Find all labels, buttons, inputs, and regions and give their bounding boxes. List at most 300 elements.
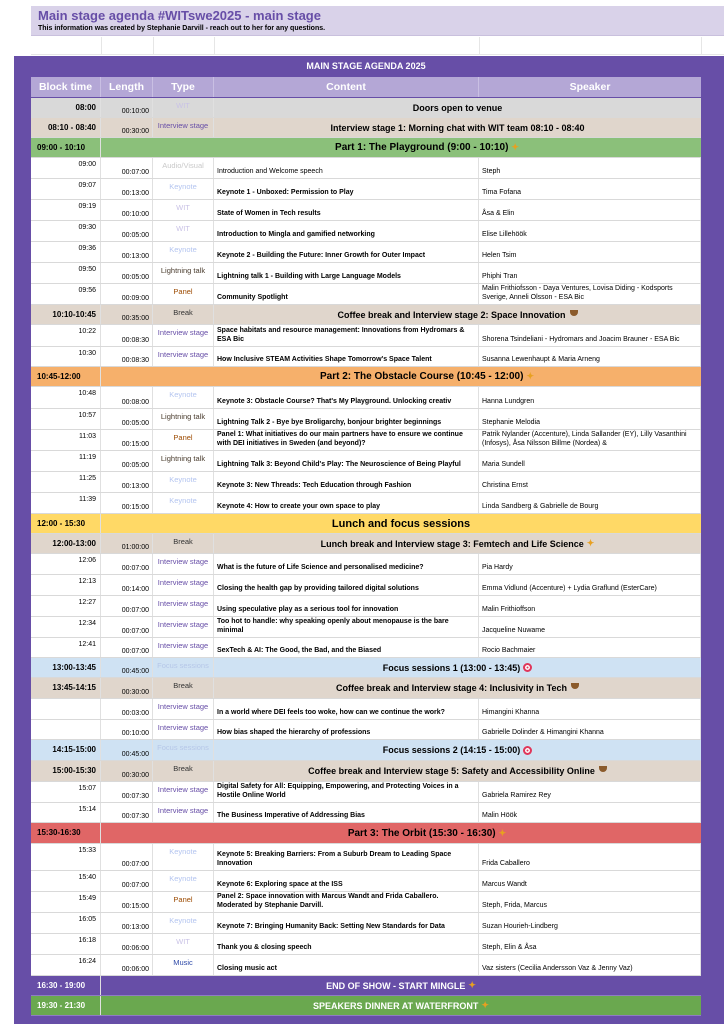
session-row (31, 534, 701, 554)
row-type: Interview stage (153, 782, 214, 802)
part-row (31, 367, 701, 387)
row-content-text: What is the future of Life Science and personalised medicine? (217, 563, 424, 571)
row-time: 09:30 (31, 221, 101, 241)
row-time: 12:06 (31, 554, 101, 574)
row-speaker-text: Steph, Elin & Åsa (482, 943, 537, 951)
row-speaker-text: Rocio Bachmaier (482, 646, 536, 654)
row-content (214, 617, 479, 637)
row-content (214, 554, 479, 574)
row-speaker (479, 387, 701, 408)
row-length: 00:15:00 (101, 493, 153, 513)
row-time: 16:18 (31, 934, 101, 954)
session-title-text: Focus sessions 2 (14:15 - 15:00) (382, 745, 521, 755)
part-title (153, 367, 701, 386)
row-content-text: Introduction to Mingla and gamified networking (217, 230, 375, 238)
page-subtitle: This information was created by Stephanie Darvill - reach out to her for any questions. (38, 25, 326, 32)
row-speaker (479, 892, 701, 912)
sparkle-icon: ✦ (481, 1000, 489, 1010)
coffee-icon (599, 766, 607, 772)
row-time: 11:19 (31, 451, 101, 471)
row-content (214, 347, 479, 366)
row-content (214, 596, 479, 616)
row-speaker-text: Frida Caballero (482, 859, 530, 867)
row-length: 00:45:00 (101, 658, 153, 677)
row-length: 00:30:00 (101, 678, 153, 698)
agenda-row (31, 913, 701, 934)
row-length: 00:10:00 (101, 720, 153, 739)
row-content-text: The Business Imperative of Addressing Bias (217, 811, 365, 819)
row-content-text: State of Women in Tech results (217, 209, 321, 217)
row-length: 00:07:00 (101, 617, 153, 637)
row-type: Interview stage (153, 699, 214, 719)
row-type: Interview stage (153, 803, 214, 822)
row-type: Lightning talk (153, 409, 214, 429)
lunch-row (31, 514, 701, 534)
column-header-block-time: Block time (31, 77, 101, 97)
row-type: Interview stage (153, 554, 214, 574)
row-speaker (479, 472, 701, 492)
part-title-text: Part 2: The Obstacle Course (10:45 - 12:00) (320, 371, 524, 382)
row-type: Interview stage (153, 325, 214, 346)
row-content-text: How Inclusive STEAM Activities Shape Tomorrow's Space Talent (217, 355, 432, 363)
row-length: 00:07:00 (101, 158, 153, 178)
row-speaker (479, 934, 701, 954)
row-time: 09:36 (31, 242, 101, 262)
row-length: 00:08:00 (101, 387, 153, 408)
agenda-row (31, 200, 701, 221)
row-speaker-text: Malin Frithioffson (482, 605, 536, 613)
session-title (214, 740, 701, 760)
row-content-text: Keynote 1 - Unboxed: Permission to Play (217, 188, 354, 196)
row-content-text: Keynote 3: Obstacle Course? That's My Playground. Unlocking creativ (217, 397, 452, 405)
row-time: 13:00-13:45 (31, 658, 101, 677)
row-speaker-text: Christina Ernst (482, 481, 528, 489)
row-type: Keynote (153, 493, 214, 513)
row-content (214, 325, 479, 346)
row-content-text: Thank you & closing speech (217, 943, 312, 951)
session-row (31, 740, 701, 761)
row-time: 11:25 (31, 472, 101, 492)
row-content (214, 934, 479, 954)
row-speaker-text: Gabriela Ramirez Rey (482, 791, 551, 799)
row-time: 09:19 (31, 200, 101, 220)
row-speaker (479, 596, 701, 616)
row-length: 00:08:30 (101, 347, 153, 366)
row-time: 12:41 (31, 638, 101, 657)
row-type: Interview stage (153, 575, 214, 595)
agenda-row (31, 934, 701, 955)
row-speaker (479, 493, 701, 513)
row-length: 01:00:00 (101, 534, 153, 553)
row-type: Panel (153, 892, 214, 912)
session-title-text: Coffee break and Interview stage 4: Inclusivity in Tech (336, 683, 567, 693)
session-title-text: Interview stage 1: Morning chat with WIT team 08:10 - 08:40 (330, 122, 585, 133)
row-length: 00:15:00 (101, 430, 153, 450)
row-time: 12:34 (31, 617, 101, 637)
row-type: WIT (153, 934, 214, 954)
row-content (214, 575, 479, 595)
row-speaker (479, 409, 701, 429)
row-length: 00:10:00 (101, 200, 153, 220)
row-content-text: Keynote 7: Bringing Humanity Back: Setting New Standards for Data (217, 922, 445, 930)
row-time: 16:05 (31, 913, 101, 933)
row-content (214, 892, 479, 912)
session-title (214, 305, 701, 324)
session-title-text: Coffee break and Interview stage 2: Space Innovation (337, 309, 566, 320)
row-length: 00:05:00 (101, 451, 153, 471)
agenda-row (31, 871, 701, 892)
row-time: 15:33 (31, 844, 101, 870)
row-type: Keynote (153, 913, 214, 933)
row-speaker (479, 200, 701, 220)
row-length: 00:07:00 (101, 554, 153, 574)
row-content-text: Digital Safety for All: Equipping, Empowering, and Protecting Voices in a Hostile Online World (217, 783, 459, 799)
row-content-text: Using speculative play as a serious tool for innovation (217, 605, 399, 613)
row-type: Panel (153, 430, 214, 450)
row-length: 00:05:00 (101, 221, 153, 241)
session-row (31, 305, 701, 325)
row-time: 15:49 (31, 892, 101, 912)
row-type: WIT (153, 221, 214, 241)
row-content (214, 803, 479, 822)
row-type: Keynote (153, 472, 214, 492)
row-speaker (479, 955, 701, 975)
row-content (214, 284, 479, 304)
row-content-text: Panel 2: Space innovation with Marcus Wandt and Frida Caballero. Moderated by Stephanie Darvill. (217, 893, 439, 909)
row-time: 15:00-15:30 (31, 761, 101, 781)
target-icon (523, 663, 532, 672)
agenda-row (31, 242, 701, 263)
agenda-row (31, 347, 701, 367)
row-length: 00:08:30 (101, 325, 153, 346)
row-speaker-text: Malin Höök (482, 811, 518, 819)
row-time: 16:24 (31, 955, 101, 975)
row-length: 00:05:00 (101, 409, 153, 429)
row-content-text: Introduction and Welcome speech (217, 167, 323, 175)
row-speaker (479, 871, 701, 891)
row-content-text: Space habitats and resource management: Innovations from Hydromars & ESA Bic (217, 327, 465, 343)
row-time: 09:00 - 10:10 (31, 138, 101, 157)
row-length: 00:06:00 (101, 934, 153, 954)
row-type: Music (153, 955, 214, 975)
agenda-row (31, 844, 701, 871)
row-time: 08:10 - 08:40 (31, 118, 101, 137)
session-title-text: Lunch break and Interview stage 3: Femtech and Life Science (320, 538, 584, 549)
row-speaker (479, 263, 701, 283)
agenda-row (31, 493, 701, 514)
row-content (214, 200, 479, 220)
row-type: Keynote (153, 871, 214, 891)
session-title-text: Focus sessions 1 (13:00 - 13:45) (382, 662, 521, 673)
lunch-title: Lunch and focus sessions (331, 517, 471, 530)
row-length: 00:06:00 (101, 955, 153, 975)
row-length: 00:14:00 (101, 575, 153, 595)
row-type: Interview stage (153, 617, 214, 637)
row-content-text: Lightning Talk 2 - Bye bye Broligarchy, bonjour brighter beginnings (217, 418, 442, 426)
evening-row (31, 996, 701, 1016)
row-speaker (479, 347, 701, 366)
row-speaker-text: Elise Lillehöök (482, 230, 527, 238)
row-time: 15:30-16:30 (31, 823, 101, 843)
agenda-title: MAIN STAGE AGENDA 2025 (306, 61, 426, 71)
sparkle-icon: ✦ (511, 142, 519, 152)
row-time: 10:22 (31, 325, 101, 346)
row-speaker (479, 803, 701, 822)
row-length: 00:07:00 (101, 844, 153, 870)
row-length: 00:07:00 (101, 596, 153, 616)
row-length: 00:05:00 (101, 263, 153, 283)
target-icon (523, 746, 532, 755)
row-type: Keynote (153, 387, 214, 408)
row-time: 09:07 (31, 179, 101, 199)
row-type: Panel (153, 284, 214, 304)
row-speaker-text: Phiphi Tran (482, 272, 518, 280)
part-row (31, 823, 701, 844)
row-time: 15:40 (31, 871, 101, 891)
session-row (31, 678, 701, 699)
row-length: 00:35:00 (101, 305, 153, 324)
row-speaker (479, 844, 701, 870)
row-speaker (479, 782, 701, 802)
row-time: 10:45-12:00 (31, 367, 101, 386)
row-content-text: Keynote 4: How to create your own space to play (217, 502, 380, 510)
row-type: Keynote (153, 179, 214, 199)
evening-row (31, 976, 701, 996)
row-content (214, 913, 479, 933)
row-speaker-text: Gabrielle Dolinder & Himangini Khanna (482, 728, 604, 736)
agenda-row (31, 284, 701, 305)
row-content (214, 242, 479, 262)
agenda-row (31, 263, 701, 284)
row-speaker-text: Helen Tsim (482, 251, 517, 259)
row-speaker (479, 325, 701, 346)
row-time: 19:30 - 21:30 (31, 996, 101, 1015)
row-content (214, 720, 479, 739)
session-title-text: Coffee break and Interview stage 5: Safety and Accessibility Online (308, 766, 595, 776)
row-speaker (479, 720, 701, 739)
row-time (31, 720, 101, 739)
row-content-text: Keynote 6: Exploring space at the ISS (217, 880, 343, 888)
row-type: Interview stage (153, 638, 214, 657)
agenda-row (31, 782, 701, 803)
session-row (31, 98, 701, 118)
agenda-row (31, 554, 701, 575)
agenda-row (31, 955, 701, 976)
row-length: 00:45:00 (101, 740, 153, 760)
row-speaker (479, 913, 701, 933)
row-speaker-text: Himangini Khanna (482, 708, 540, 716)
row-length: 00:07:30 (101, 782, 153, 802)
sparkle-icon: ✦ (586, 538, 595, 548)
sheet-header (31, 6, 724, 36)
agenda-row (31, 638, 701, 658)
row-time (31, 699, 101, 719)
row-time: 10:30 (31, 347, 101, 366)
row-speaker (479, 242, 701, 262)
row-speaker (479, 284, 701, 304)
row-content (214, 638, 479, 657)
row-speaker-text: Vaz sisters (Cecilia Andersson Vaz & Jenny Vaz) (482, 964, 633, 972)
row-length: 00:15:00 (101, 892, 153, 912)
row-speaker (479, 430, 701, 450)
row-type: Interview stage (153, 118, 214, 137)
column-header-content: Content (214, 77, 479, 97)
row-length: 00:30:00 (101, 761, 153, 781)
row-content (214, 430, 479, 450)
row-type: Focus sessions (153, 740, 214, 760)
row-speaker-text: Stephanie Melodia (482, 418, 540, 426)
row-content-text: Panel 1: What initiatives do our main partners have to ensure we continue with DEI initiatives in Sweden (and beyond)? (217, 431, 463, 447)
row-type: Lightning talk (153, 263, 214, 283)
row-content-text: How bias shaped the hierarchy of professions (217, 728, 371, 736)
agenda-row (31, 221, 701, 242)
part-row (31, 138, 701, 158)
row-content (214, 782, 479, 802)
row-speaker-text: Suzan Hourieh-Lindberg (482, 922, 558, 930)
row-speaker-text: Marcus Wandt (482, 880, 527, 888)
row-time: 10:48 (31, 387, 101, 408)
row-type: Interview stage (153, 596, 214, 616)
agenda-row (31, 699, 701, 720)
row-type: Keynote (153, 242, 214, 262)
row-speaker (479, 699, 701, 719)
row-speaker-text: Maria Sundell (482, 460, 525, 468)
row-speaker-text: Susanna Lewenhaupt & Maria Arneng (482, 355, 600, 363)
row-time: 09:00 (31, 158, 101, 178)
row-content (214, 387, 479, 408)
session-row (31, 761, 701, 782)
row-content (214, 472, 479, 492)
row-length: 00:10:00 (101, 98, 153, 117)
session-title (214, 678, 701, 698)
row-type: Audio/Visual (153, 158, 214, 178)
row-type: Break (153, 534, 214, 553)
row-length: 00:13:00 (101, 179, 153, 199)
row-time: 12:00-13:00 (31, 534, 101, 553)
row-time: 12:00 - 15:30 (31, 514, 101, 533)
column-header-length: Length (101, 77, 153, 97)
row-time: 11:39 (31, 493, 101, 513)
row-speaker (479, 617, 701, 637)
row-speaker-text: Patrik Nylander (Accenture), Linda Sallander (EY), Lilly Vasanthini (Infosys), Åsa Nilsson Billme (Nordea) & (482, 431, 687, 447)
row-content (214, 871, 479, 891)
row-speaker (479, 554, 701, 574)
evening-title (101, 996, 701, 1015)
row-content-text: Keynote 5: Breaking Barriers: From a Suburb Dream to Leading Space Innovation (217, 851, 452, 867)
row-speaker-text: Malin Frithiofsson - Daya Ventures, Lovisa Diding - Kodsports Sverige, Anneli Olsson - ESA Bic (482, 285, 673, 301)
session-row (31, 118, 701, 138)
row-time: 10:57 (31, 409, 101, 429)
agenda-row (31, 158, 701, 179)
row-speaker-text: Linda Sandberg & Gabrielle de Bourg (482, 502, 599, 510)
page-title: Main stage agenda #WITswe2025 - main stage (38, 8, 321, 23)
session-title (214, 761, 701, 781)
row-content-text: Closing music act (217, 964, 277, 972)
part-title-text: Part 3: The Orbit (15:30 - 16:30) (347, 827, 496, 839)
row-speaker-text: Tima Fofana (482, 188, 522, 196)
coffee-icon (570, 310, 578, 316)
agenda-row (31, 575, 701, 596)
column-header-speaker: Speaker (479, 77, 701, 97)
row-speaker (479, 158, 701, 178)
row-speaker-text: Jacqueline Nuwame (482, 626, 546, 634)
row-content-text: Lightning Talk 3: Beyond Child's Play: The Neuroscience of Being Playful (217, 460, 461, 468)
row-speaker-text: Åsa & Elin (482, 209, 515, 217)
row-length: 00:03:00 (101, 699, 153, 719)
agenda-row (31, 803, 701, 823)
row-time: 08:00 (31, 98, 101, 117)
row-type: Keynote (153, 844, 214, 870)
row-time: 16:30 - 19:00 (31, 976, 101, 995)
session-title (214, 118, 701, 137)
coffee-icon (571, 683, 579, 689)
row-content (214, 955, 479, 975)
agenda-row (31, 720, 701, 740)
session-title (214, 98, 701, 117)
row-content (214, 844, 479, 870)
agenda-row (31, 409, 701, 430)
blank-row (31, 37, 724, 55)
row-content (214, 493, 479, 513)
row-content-text: Keynote 2 - Building the Future: Inner Growth for Outer Impact (217, 251, 426, 259)
agenda-row (31, 892, 701, 913)
sparkle-icon: ✦ (498, 827, 507, 838)
row-content-text: Keynote 3: New Threads: Tech Education through Fashion (217, 481, 412, 489)
row-speaker (479, 575, 701, 595)
row-length: 00:07:00 (101, 871, 153, 891)
row-content (214, 221, 479, 241)
row-content (214, 263, 479, 283)
part-title-text: Part 1: The Playground (9:00 - 10:10) (335, 142, 509, 153)
row-speaker (479, 638, 701, 657)
agenda-row (31, 179, 701, 200)
row-content-text: SexTech & AI: The Good, the Bad, and the Biased (217, 646, 382, 654)
row-content-text: Community Spotlight (217, 293, 288, 301)
row-content-text: In a world where DEI feels too woke, how can we continue the work? (217, 708, 445, 716)
row-speaker (479, 179, 701, 199)
row-time: 12:13 (31, 575, 101, 595)
row-length: 00:13:00 (101, 913, 153, 933)
row-content (214, 179, 479, 199)
evening-title (101, 976, 701, 995)
row-time: 15:14 (31, 803, 101, 822)
row-time: 09:50 (31, 263, 101, 283)
agenda-row (31, 617, 701, 638)
row-length: 00:13:00 (101, 242, 153, 262)
row-content (214, 699, 479, 719)
row-content (214, 409, 479, 429)
row-content-text: Closing the health gap by providing tailored digital solutions (217, 584, 419, 592)
evening-title-text: SPEAKERS DINNER AT WATERFRONT (313, 1000, 479, 1011)
row-speaker-text: Hanna Lundgren (482, 397, 535, 405)
row-time: 09:56 (31, 284, 101, 304)
row-time: 14:15-15:00 (31, 740, 101, 760)
row-length: 00:07:30 (101, 803, 153, 822)
column-header-type: Type (153, 77, 214, 97)
row-speaker-text: Steph (482, 167, 501, 175)
row-time: 13:45-14:15 (31, 678, 101, 698)
row-content-text: Lightning talk 1 - Building with Large Language Models (217, 272, 401, 280)
row-length: 00:09:00 (101, 284, 153, 304)
agenda-row (31, 596, 701, 617)
row-length: 00:30:00 (101, 118, 153, 137)
agenda-row (31, 325, 701, 347)
row-type: Interview stage (153, 347, 214, 366)
row-type: WIT (153, 98, 214, 117)
row-speaker (479, 451, 701, 471)
row-content-text: Too hot to handle: why speaking openly about menopause is the bare minimal (217, 618, 449, 634)
row-content (214, 158, 479, 178)
